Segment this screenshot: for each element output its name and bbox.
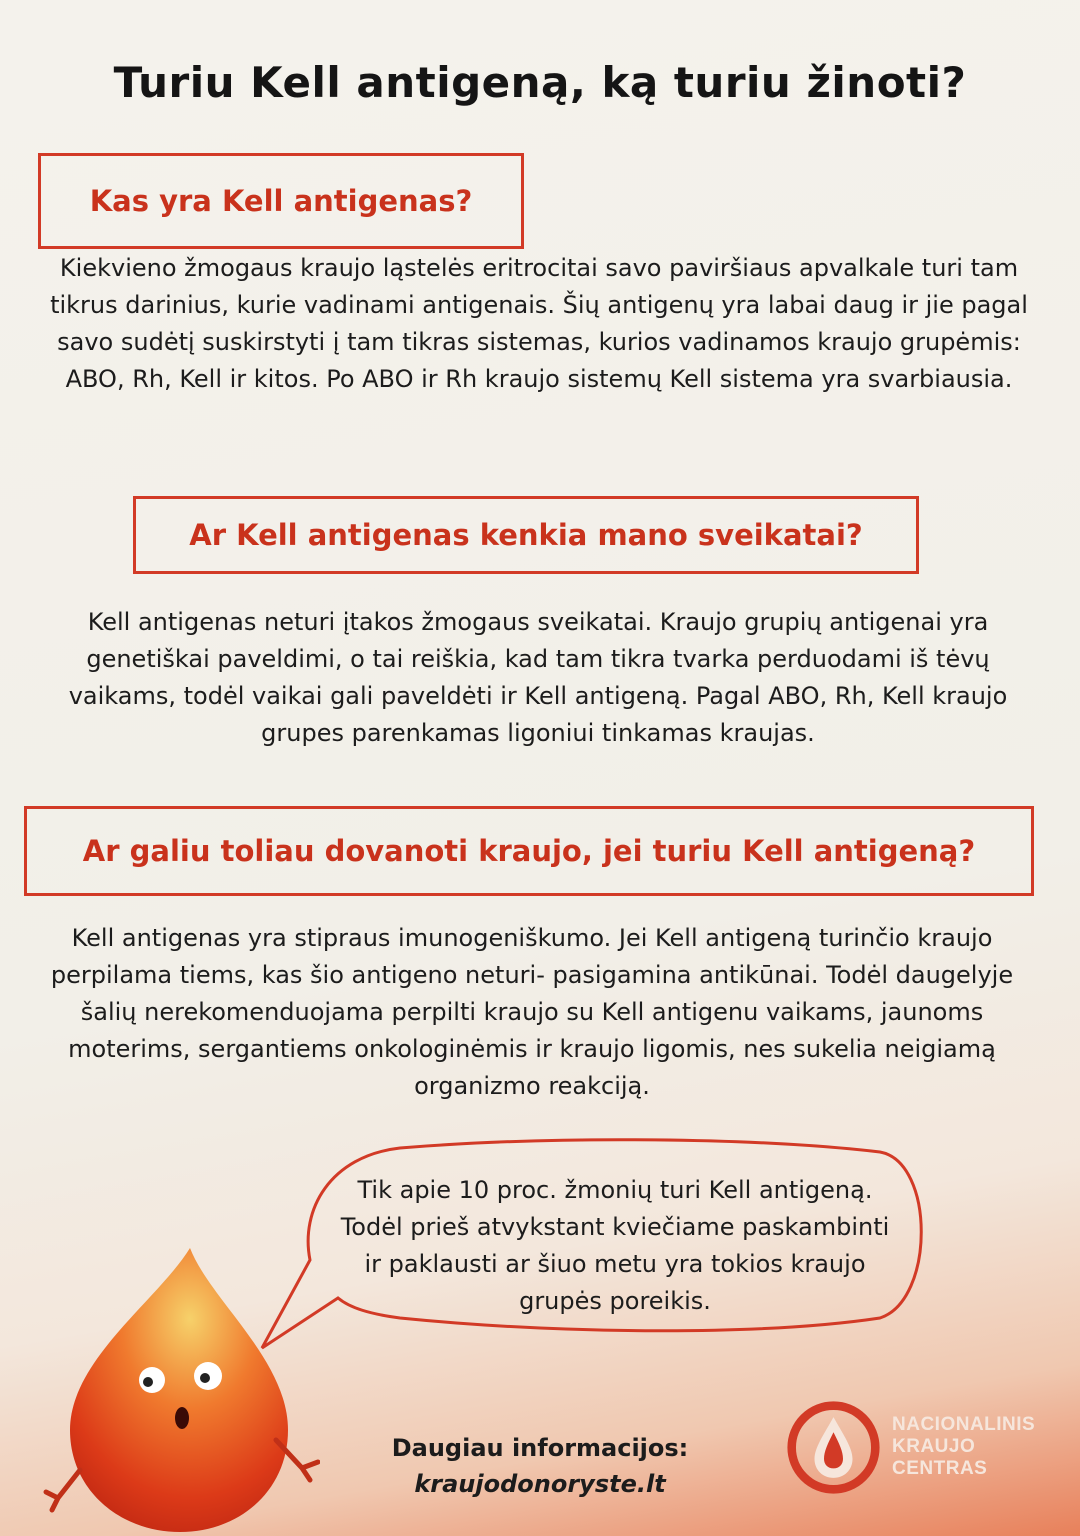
section-heading-donate: Ar galiu toliau dovanoti kraujo, jei turiu Kell antigeną? xyxy=(24,806,1034,896)
logo-line-2: KRAUJO xyxy=(892,1436,976,1457)
blood-drop-logo-icon xyxy=(786,1400,881,1495)
more-info-url[interactable]: kraujodonoryste.lt xyxy=(414,1470,666,1498)
page-title: Turiu Kell antigeną, ką turiu žinoti? xyxy=(113,58,967,107)
section-body-health: Kell antigenas neturi įtakos žmogaus sveikatai. Kraujo grupių antigenai yra genetiškai paveldimi, o tai reiškia, kad tam tikra tvarka perduodami iš tėvų vaikams, todėl vaikai gali paveldėti ir Kell antigeną. Pagal ABO, Rh, Kell kraujo grupes parenkamas ligoniui tinkamas kraujas. xyxy=(68,608,1008,747)
speech-bubble-text: Tik apie 10 proc. žmonių turi Kell antigeną. Todėl prieš atvykstant kviečiame paskambinti ir paklausti ar šiuo metu yra tokios kraujo grupės poreikis. xyxy=(340,1176,890,1315)
logo-line-3: CENTRAS xyxy=(892,1458,988,1479)
section-heading-what-is-kell: Kas yra Kell antigenas? xyxy=(38,153,524,249)
more-info-label: Daugiau informacijos: xyxy=(391,1434,689,1462)
more-info xyxy=(360,1430,720,1502)
blood-drop-mascot-icon xyxy=(40,1240,320,1536)
section-body-what-is-kell: Kiekvieno žmogaus kraujo ląstelės eritrocitai savo paviršiaus apvalkale turi tam tikrus darinius, kurie vadinami antigenais. Šių antigenų yra labai daug ir jie pagal savo sudėtį suskirstyti į tam tikras sistemas, kurios vadinamos kraujo grupėmis: ABO, Rh, Kell ir kitos. Po ABO ir Rh kraujo sistemų Kell sistema yra svarbiausia. xyxy=(50,254,1028,393)
logo-text xyxy=(892,1414,1035,1480)
section-heading-health: Ar Kell antigenas kenkia mano sveikatai? xyxy=(133,496,919,574)
logo-line-1: NACIONALINIS xyxy=(892,1414,1036,1435)
section-body-donate: Kell antigenas yra stipraus imunogeniškumo. Jei Kell antigeną turinčio kraujo perpilama tiems, kas šio antigeno neturi- pasigamina antikūnai. Todėl daugelyje šalių nerekomenduojama perpilti kraujo su Kell antigenu vaikams, jaunoms moterims, sergantiems onkologinėmis ir kraujo ligomis, nes sukelia neigiamą organizmo reakciją. xyxy=(50,924,1014,1100)
